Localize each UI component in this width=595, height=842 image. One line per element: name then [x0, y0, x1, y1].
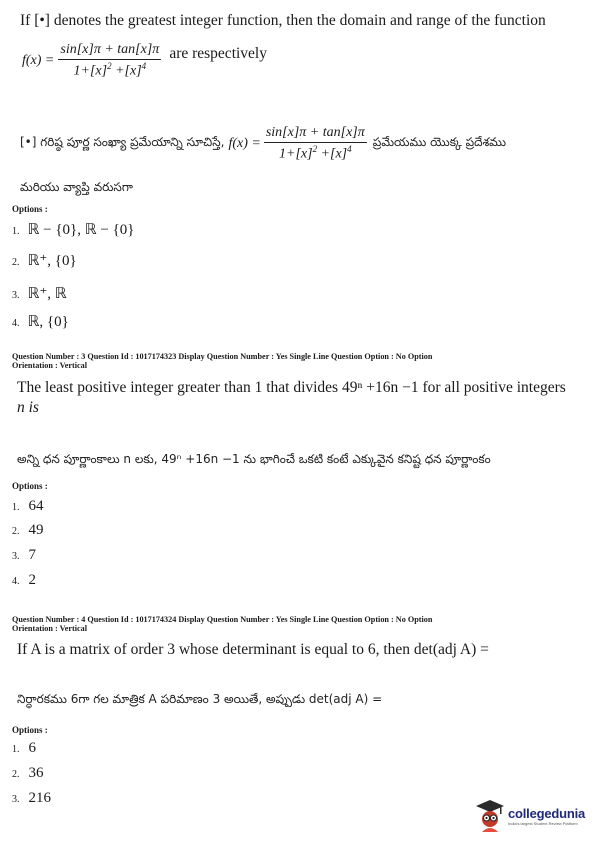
question-meta-line: Question Number : 4 Question Id : 1017174324 Display Question Number : Yes Single Line Question Option : No Option: [12, 615, 433, 624]
option-value: ℝ, {0}: [27, 314, 69, 330]
option-value: ℝ⁺, ℝ: [27, 286, 67, 302]
option-number: 3.: [12, 551, 20, 562]
option-value: 7: [28, 547, 36, 563]
option-value: 49: [28, 522, 44, 538]
question-3-option-2[interactable]: [12, 521, 44, 539]
options-label: Options :: [12, 481, 48, 491]
function-label: f(x) =: [22, 52, 55, 68]
option-number: 1.: [12, 226, 20, 237]
question-meta-line: Question Number : 3 Question Id : 1017174323 Display Question Number : Yes Single Line Question Option : No Option: [12, 352, 433, 361]
option-number: 4.: [12, 576, 20, 587]
option-number: 3.: [12, 290, 20, 301]
option-value: ℝ⁺, {0}: [27, 253, 77, 269]
brand-name: collegedunia: [508, 806, 586, 821]
question-3-meta: [12, 352, 432, 370]
option-number: 4.: [12, 318, 20, 329]
fraction-denominator: $1+[x]^2 +[x]^4$: [73, 61, 147, 79]
option-number: 1.: [12, 744, 20, 755]
question-4-option-2[interactable]: [12, 764, 44, 782]
question-3-text-line2: n is: [17, 399, 39, 416]
option-number: 1.: [12, 502, 20, 513]
option-value: 64: [28, 498, 44, 514]
question-orientation: Orientation : Vertical: [12, 624, 88, 633]
question-4-text: If A is a matrix of order 3 whose determinant is equal to 6, then det(adj A) =: [17, 641, 489, 658]
question-2-formula: [22, 42, 267, 80]
function-label: f(x) =: [228, 135, 261, 151]
option-value: ℝ − {0}, ℝ − {0}: [27, 222, 135, 238]
question-orientation: Orientation : Vertical: [12, 361, 88, 370]
question-2-option-4[interactable]: [12, 312, 69, 331]
fraction: [58, 42, 161, 80]
option-number: 3.: [12, 794, 20, 805]
collegedunia-logo: [474, 796, 590, 836]
question-3-option-3[interactable]: [12, 546, 36, 564]
telugu-text-prefix: [•] గరిష్ఠ పూర్ణ సంఖ్యా ప్రమేయాన్ని సూచిస్తే,: [20, 135, 225, 150]
question-2-telugu-line1: [20, 125, 506, 163]
question-2-option-3[interactable]: [12, 284, 67, 303]
question-4-telugu: నిర్ధారకము 6గా గల మాత్రిక A పరిమాణం 3 అయితే, అప్పుడు det(adj A) =: [17, 692, 383, 706]
option-value: 2: [28, 572, 36, 588]
telugu-text-suffix: ప్రమేయము యొక్క ప్రదేశము: [372, 135, 507, 150]
option-number: 2.: [12, 257, 20, 268]
fraction-numerator: sin[x]π + tan[x]π: [264, 125, 367, 143]
question-2-telugu-line2: మరియు వ్యాప్తి వరుసగా: [20, 180, 133, 194]
fraction: [264, 125, 367, 163]
options-label: Options :: [12, 204, 48, 214]
question-2-option-1[interactable]: [12, 220, 134, 239]
fraction-denominator: $1+[x]^2 +[x]^4$: [279, 144, 352, 162]
question-3-option-1[interactable]: [12, 497, 44, 515]
question-2-option-2[interactable]: [12, 251, 77, 270]
question-2-suffix: are respectively: [169, 44, 267, 62]
option-value: 36: [28, 765, 44, 781]
fraction-numerator: sin[x]π + tan[x]π: [58, 42, 161, 60]
options-label: Options :: [12, 725, 48, 735]
question-4-option-3[interactable]: [12, 789, 51, 807]
question-4-meta: [12, 615, 432, 633]
brand-tagline: India's largest Student Review Platform: [508, 821, 578, 826]
question-3-text-line1: The least positive integer greater than 1 that divides 49ⁿ +16n −1 for all positive integers: [17, 379, 566, 396]
option-value: 6: [28, 740, 36, 756]
question-4-option-1[interactable]: [12, 739, 36, 757]
question-2-text-line1: If [•] denotes the greatest integer function, then the domain and range of the function: [20, 12, 546, 29]
question-3-telugu: అన్ని ధన పూర్ణాంకాలు n లకు, 49ⁿ +16n −1 ను భాగించే ఒకటి కంటే ఎక్కువైన కనిష్ట ధన పూర్ణాంకం: [17, 452, 491, 466]
option-value: 216: [28, 790, 51, 806]
graduate-mascot-icon: [474, 798, 506, 834]
option-number: 2.: [12, 769, 20, 780]
question-3-option-4[interactable]: [12, 571, 36, 589]
option-number: 2.: [12, 526, 20, 537]
